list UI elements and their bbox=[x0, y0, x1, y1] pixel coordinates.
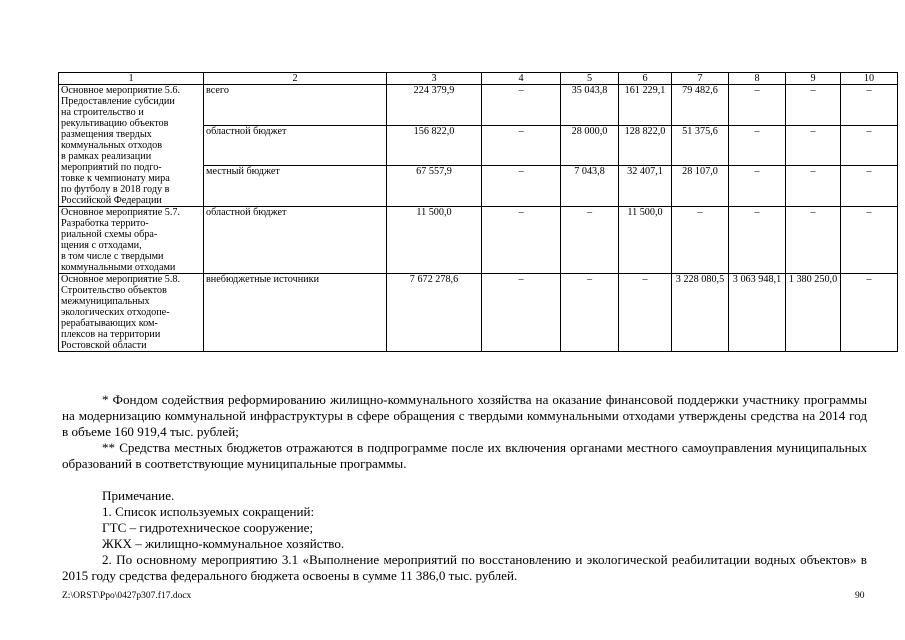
remark-title: Примечание. bbox=[102, 488, 175, 503]
value-cell: – bbox=[672, 207, 729, 274]
value-cell: – bbox=[729, 207, 786, 274]
abbrev-gts: ГТС – гидротехническое сооружение; bbox=[102, 520, 314, 535]
value-cell: – bbox=[841, 274, 898, 352]
value-cell: – bbox=[561, 274, 619, 352]
value-cell: 67 557,9 bbox=[387, 166, 482, 207]
column-header: 1 bbox=[59, 73, 204, 85]
table-row bbox=[59, 85, 898, 126]
column-header: 9 bbox=[786, 73, 841, 85]
table-row bbox=[59, 207, 898, 274]
value-cell: 161 229,1 bbox=[619, 85, 672, 126]
column-header: 10 bbox=[841, 73, 898, 85]
funding-source: местный бюджет bbox=[204, 166, 387, 207]
value-cell: – bbox=[482, 125, 561, 166]
activity-title: Основное мероприятие 5.8. Строительство объектов межмуниципальных экологических отходопе- рерабатывающих ком- плексов на территории Ростовской области bbox=[59, 274, 204, 352]
value-cell: – bbox=[561, 207, 619, 274]
abbrev-title: 1. Список используемых сокращений: bbox=[102, 504, 315, 519]
column-header: 4 bbox=[482, 73, 561, 85]
value-cell: – bbox=[482, 207, 561, 274]
column-header: 8 bbox=[729, 73, 786, 85]
value-cell: 1 380 250,0 bbox=[786, 274, 841, 352]
value-cell: 28 107,0 bbox=[672, 166, 729, 207]
column-header: 7 bbox=[672, 73, 729, 85]
value-cell: 32 407,1 bbox=[619, 166, 672, 207]
file-path: Z:\ORST\Ppo\0427p307.f17.docx bbox=[62, 591, 192, 601]
value-cell: 7 672 278,6 bbox=[387, 274, 482, 352]
local-budget-note: ** Средства местных бюджетов отражаются в подпрограмме после их включения органами местного самоуправления муниципальных образований в соответствующие муниципальные программы. bbox=[62, 440, 867, 471]
funding-source: всего bbox=[204, 85, 387, 126]
value-cell: 35 043,8 bbox=[561, 85, 619, 126]
abbrev-zhkh: ЖКХ – жилищно-коммунальное хозяйство. bbox=[102, 536, 345, 551]
table-row bbox=[59, 274, 898, 352]
activity-title: Основное мероприятие 5.7. Разработка террито- риальной схемы обра- щения с отходами, в том числе с твердыми коммунальными отходами bbox=[59, 207, 204, 274]
value-cell: 7 043,8 bbox=[561, 166, 619, 207]
value-cell: – bbox=[482, 85, 561, 126]
value-cell: 11 500,0 bbox=[387, 207, 482, 274]
value-cell: – bbox=[786, 207, 841, 274]
column-header: 2 bbox=[204, 73, 387, 85]
value-cell: – bbox=[786, 125, 841, 166]
note-item-2: 2. По основному мероприятию 3.1 «Выполнение мероприятий по восстановлению и экологической реабилитации водных объектов» в 2015 году средства федерального бюджета освоены в сумме 11 386,0 тыс. рублей. bbox=[62, 552, 867, 583]
value-cell: 11 500,0 bbox=[619, 207, 672, 274]
value-cell: – bbox=[619, 274, 672, 352]
activity-title: Основное мероприятие 5.6. Предоставление субсидии на строительство и рекультивацию объектов размещения твердых коммунальных отходов в рамках реализации мероприятий по подго- товке к чемпионату мира по футболу в 2018 году в Российской Федерации bbox=[59, 85, 204, 207]
value-cell: – bbox=[841, 85, 898, 126]
value-cell: – bbox=[786, 166, 841, 207]
column-header: 6 bbox=[619, 73, 672, 85]
page-number: 90 bbox=[855, 591, 865, 601]
value-cell: 224 379,9 bbox=[387, 85, 482, 126]
value-cell: – bbox=[841, 166, 898, 207]
column-header: 5 bbox=[561, 73, 619, 85]
value-cell: 128 822,0 bbox=[619, 125, 672, 166]
funding-source: областной бюджет bbox=[204, 207, 387, 274]
value-cell: 156 822,0 bbox=[387, 125, 482, 166]
budget-table bbox=[58, 72, 898, 352]
value-cell: – bbox=[841, 207, 898, 274]
value-cell: 3 228 080,5 bbox=[672, 274, 729, 352]
value-cell: – bbox=[729, 125, 786, 166]
value-cell: – bbox=[482, 274, 561, 352]
funding-source: внебюджетные источники bbox=[204, 274, 387, 352]
header-row bbox=[59, 73, 898, 85]
fund-note: * Фондом содействия реформированию жилищно-коммунального хозяйства на оказание финансовой поддержки участнику программы на модернизацию коммунальной инфраструктуры в сфере обращения с твердыми коммунальными отходами утверждены средства на 2014 год в объеме 160 919,4 тыс. рублей; bbox=[62, 392, 867, 439]
funding-source: областной бюджет bbox=[204, 125, 387, 166]
notes-section bbox=[62, 392, 867, 584]
value-cell: – bbox=[729, 166, 786, 207]
value-cell: 79 482,6 bbox=[672, 85, 729, 126]
value-cell: 3 063 948,1 bbox=[729, 274, 786, 352]
value-cell: 51 375,6 bbox=[672, 125, 729, 166]
value-cell: – bbox=[786, 85, 841, 126]
value-cell: 28 000,0 bbox=[561, 125, 619, 166]
column-header: 3 bbox=[387, 73, 482, 85]
value-cell: – bbox=[841, 125, 898, 166]
value-cell: – bbox=[482, 166, 561, 207]
value-cell: – bbox=[729, 85, 786, 126]
